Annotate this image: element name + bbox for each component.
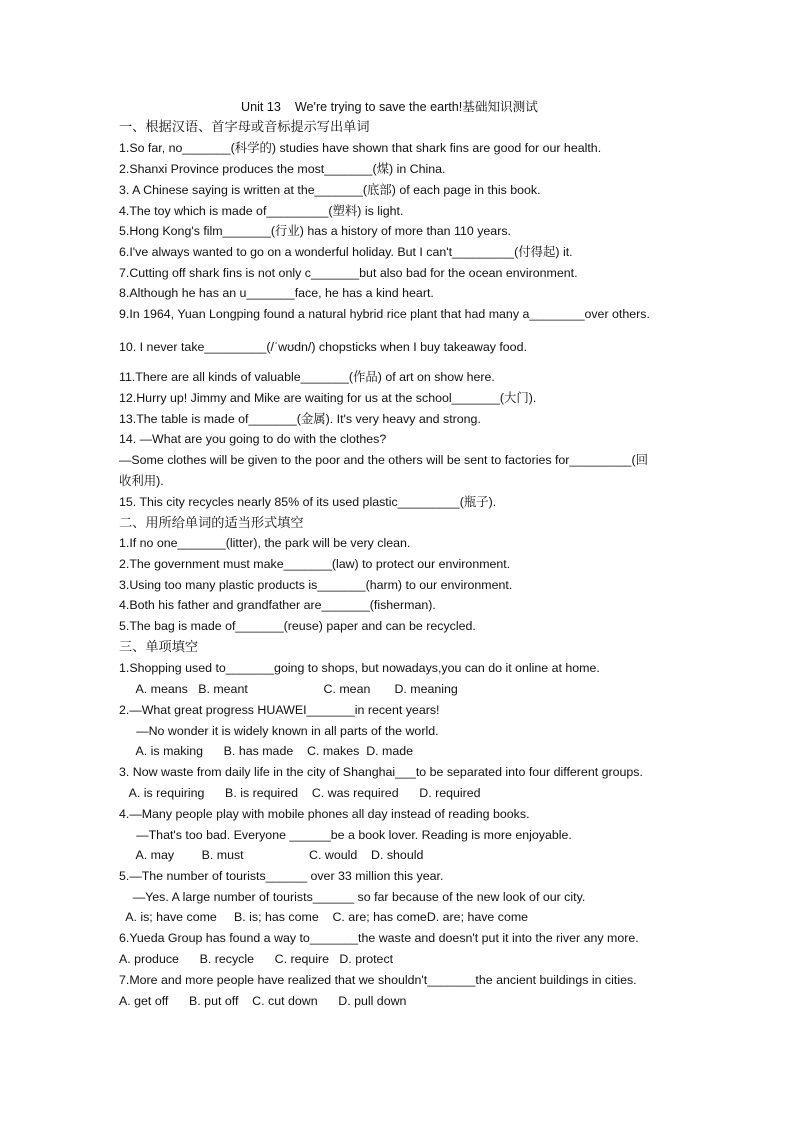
section3-heading: 三、单项填空 [119, 639, 199, 654]
question-line: 4.Both his father and grandfather are_______(fisherman). [119, 598, 436, 612]
section2-heading: 二、用所给单词的适当形式填空 [119, 515, 304, 530]
question-line: 3. A Chinese saying is written at the_______(底部) of each page in this book. [119, 183, 541, 197]
options-line: A. produce B. recycle C. require D. protect [119, 952, 394, 966]
question-line: 2.—What great progress HUAWEI_______in recent years! [119, 703, 440, 717]
question-line: 4.—Many people play with mobile phones all day instead of reading books. [119, 807, 530, 821]
question-line: —That's too bad. Everyone ______be a book lover. Reading is more enjoyable. [119, 828, 572, 842]
question-line: 3.Using too many plastic products is_______(harm) to our environment. [119, 578, 513, 592]
question-line: 15. This city recycles nearly 85% of its used plastic_________(瓶子). [119, 495, 497, 509]
question-line: 7.Cutting off shark fins is not only c_______but also bad for the ocean environment. [119, 266, 578, 280]
options-line: A. get off B. put off C. cut down D. pull down [119, 994, 407, 1008]
question-line: 10. I never take_________(/ˈwʊdn/) chopsticks when I buy takeaway food. [119, 340, 527, 354]
question-line: 9.In 1964, Yuan Longping found a natural hybrid rice plant that had many a________over others. [119, 307, 650, 321]
question-line: 4.The toy which is made of_________(塑料) is light. [119, 204, 404, 218]
question-line: 11.There are all kinds of valuable_______(作品) of art on show here. [119, 370, 495, 384]
question-line: 7.More and more people have realized that we shouldn't_______the ancient buildings in cities. [119, 973, 637, 987]
question-line: 收利用). [119, 474, 164, 488]
question-line: 2.The government must make_______(law) to protect our environment. [119, 557, 511, 571]
section1-heading: 一、根据汉语、首字母或音标提示写出单词 [119, 119, 370, 134]
question-line: 6.I've always wanted to go on a wonderful holiday. But I can't_________(付得起) it. [119, 245, 573, 259]
options-line: A. is; have come B. is; has come C. are; has comeD. are; have come [119, 910, 529, 924]
question-line: 1.If no one_______(litter), the park will be very clean. [119, 536, 411, 550]
question-line: 5.Hong Kong's film_______(行业) has a history of more than 110 years. [119, 224, 511, 238]
options-line: A. may B. must C. would D. should [119, 848, 424, 862]
options-line: A. means B. meant C. mean D. meaning [119, 682, 458, 696]
question-line: 2.Shanxi Province produces the most_______(煤) in China. [119, 162, 446, 176]
question-line: —Yes. A large number of tourists______ so far because of the new look of our city. [119, 890, 586, 904]
question-line: 5.—The number of tourists______ over 33 million this year. [119, 869, 444, 883]
options-line: A. is requiring B. is required C. was required D. required [119, 786, 481, 800]
question-line: —No wonder it is widely known in all parts of the world. [119, 724, 439, 738]
question-line: 13.The table is made of_______(金属). It's very heavy and strong. [119, 412, 481, 426]
question-line: 6.Yueda Group has found a way to_______the waste and doesn't put it into the river any more. [119, 931, 639, 945]
question-line: 8.Although he has an u_______face, he has a kind heart. [119, 286, 434, 300]
options-line: A. is making B. has made C. makes D. made [119, 744, 414, 758]
question-line: 1.Shopping used to_______going to shops, but nowadays,you can do it online at home. [119, 661, 600, 675]
question-line: 1.So far, no_______(科学的) studies have shown that shark fins are good for our health. [119, 141, 602, 155]
question-line: —Some clothes will be given to the poor and the others will be sent to factories for_________(回 [119, 453, 648, 467]
question-line: 5.The bag is made of_______(reuse) paper and can be recycled. [119, 619, 476, 633]
question-line: 12.Hurry up! Jimmy and Mike are waiting for us at the school_______(大门). [119, 391, 537, 405]
question-line: 3. Now waste from daily life in the city of Shanghai___to be separated into four different groups. [119, 765, 643, 779]
page-title: Unit 13 We're trying to save the earth!基础知识测试 [241, 100, 538, 114]
question-line: 14. —What are you going to do with the clothes? [119, 432, 387, 446]
